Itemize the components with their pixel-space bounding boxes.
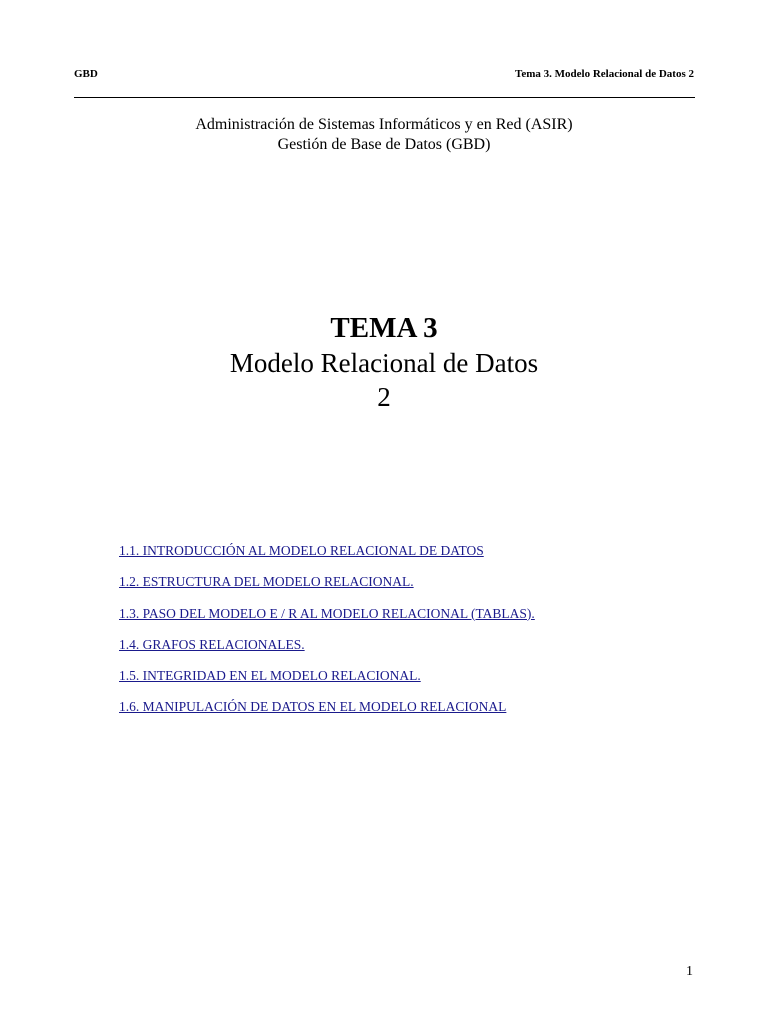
toc-link-integridad[interactable]: 1.5. INTEGRIDAD EN EL MODELO RELACIONAL. (119, 668, 421, 684)
tema-name: Modelo Relacional de Datos (229, 348, 539, 378)
header-left-label: GBD (74, 68, 98, 80)
toc-link-grafos[interactable]: 1.4. GRAFOS RELACIONALES. (119, 636, 305, 652)
tema-part: 2 (377, 382, 391, 412)
course-block (0, 115, 768, 155)
tema-number: TEMA 3 (330, 312, 438, 344)
toc-item (119, 691, 535, 722)
toc-link-introduccion[interactable]: 1.1. INTRODUCCIÓN AL MODELO RELACIONAL DE DATOS (119, 543, 484, 558)
page-number: 1 (686, 964, 693, 979)
toc-item (119, 629, 535, 660)
toc-link-manipulacion[interactable]: 1.6. MANIPULACIÓN DE DATOS EN EL MODELO RELACIONAL (119, 699, 507, 715)
title-block (0, 310, 768, 414)
toc-item (119, 566, 535, 597)
toc-item (119, 598, 535, 629)
toc-link-estructura[interactable]: 1.2. ESTRUCTURA DEL MODELO RELACIONAL. (119, 574, 414, 590)
header-divider (74, 97, 695, 98)
toc-item (119, 660, 535, 691)
table-of-contents (119, 535, 535, 723)
course-name: Administración de Sistemas Informáticos y en Red (ASIR) (195, 116, 573, 133)
subject-name: Gestión de Base de Datos (GBD) (277, 136, 491, 153)
header-right-label: Tema 3. Modelo Relacional de Datos 2 (515, 68, 694, 80)
toc-link-paso-modelo[interactable]: 1.3. PASO DEL MODELO E / R AL MODELO RELACIONAL (TABLAS). (119, 605, 535, 621)
toc-item (119, 535, 535, 566)
